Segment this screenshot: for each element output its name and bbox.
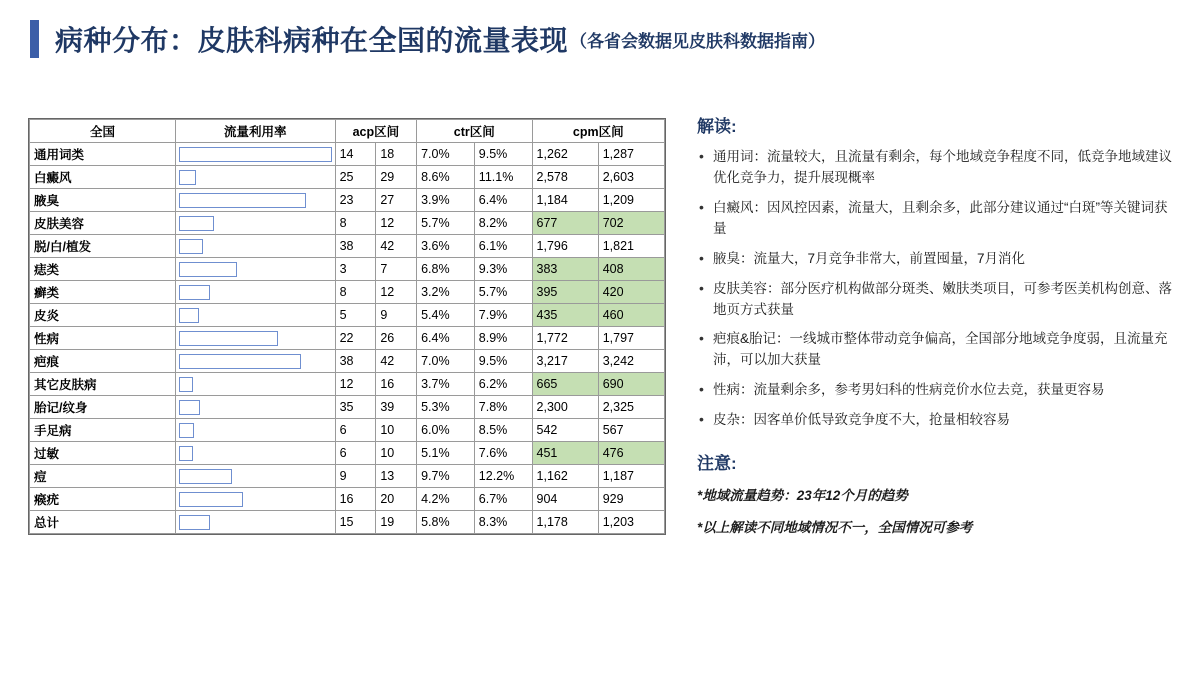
usage-bar-cell [176, 350, 336, 373]
interpretation-bullet: • 通用词：流量较大，且流量有剩余，每个地域竞争程度不同，低竞争地域建议优化竞争力，提升展现概率 [697, 147, 1175, 189]
acp-high-cell: 26 [376, 327, 417, 350]
usage-bar-cell [176, 442, 336, 465]
acp-high-cell: 27 [376, 189, 417, 212]
row-label: 手足病 [30, 419, 176, 442]
acp-low-cell: 3 [335, 258, 376, 281]
cpm-low-cell: 2,578 [532, 166, 598, 189]
acp-high-cell: 10 [376, 442, 417, 465]
acp-low-cell: 38 [335, 235, 376, 258]
usage-bar-cell [176, 488, 336, 511]
acp-high-cell: 7 [376, 258, 417, 281]
usage-bar [179, 239, 203, 254]
usage-bar [179, 308, 199, 323]
usage-bar-cell [176, 143, 336, 166]
usage-bar-cell [176, 258, 336, 281]
distribution-table [29, 119, 665, 534]
table-header [30, 120, 665, 143]
row-label: 疤痕 [30, 350, 176, 373]
cpm-low-cell: 2,300 [532, 396, 598, 419]
ctr-low-cell: 7.0% [417, 143, 475, 166]
ctr-low-cell: 5.4% [417, 304, 475, 327]
table-row [30, 281, 665, 304]
acp-high-cell: 42 [376, 350, 417, 373]
usage-bar-cell [176, 465, 336, 488]
distribution-table-container [28, 118, 666, 535]
ctr-low-cell: 4.2% [417, 488, 475, 511]
ctr-low-cell: 5.3% [417, 396, 475, 419]
acp-low-cell: 14 [335, 143, 376, 166]
interpretation-panel [697, 112, 1175, 548]
usage-bar-cell [176, 511, 336, 534]
usage-bar [179, 262, 237, 277]
usage-bar-cell [176, 373, 336, 396]
cpm-low-cell: 451 [532, 442, 598, 465]
ctr-high-cell: 6.2% [474, 373, 532, 396]
note-line: *以上解读不同地域情况不一，全国情况可参考 [697, 520, 973, 536]
table-body [30, 143, 665, 534]
ctr-high-cell: 6.7% [474, 488, 532, 511]
table-row [30, 488, 665, 511]
acp-low-cell: 25 [335, 166, 376, 189]
ctr-low-cell: 6.8% [417, 258, 475, 281]
table-row [30, 304, 665, 327]
acp-high-cell: 39 [376, 396, 417, 419]
cpm-high-cell: 1,209 [598, 189, 664, 212]
interpretation-bullet: • 腋臭：流量大，7月竞争非常大，前置囤量，7月消化 [697, 249, 1175, 270]
table-row [30, 396, 665, 419]
row-label: 脱/白/植发 [30, 235, 176, 258]
table-row [30, 235, 665, 258]
usage-bar [179, 469, 232, 484]
interpretation-bullet-list [697, 147, 1175, 431]
usage-bar [179, 170, 196, 185]
cpm-low-cell: 904 [532, 488, 598, 511]
cpm-high-cell: 3,242 [598, 350, 664, 373]
cpm-high-cell: 690 [598, 373, 664, 396]
usage-bar [179, 285, 210, 300]
table-row [30, 511, 665, 534]
ctr-high-cell: 7.9% [474, 304, 532, 327]
page-title: 病种分布：皮肤科病种在全国的流量表现 [55, 25, 569, 56]
table-row [30, 419, 665, 442]
ctr-high-cell: 12.2% [474, 465, 532, 488]
acp-low-cell: 23 [335, 189, 376, 212]
cpm-high-cell: 2,325 [598, 396, 664, 419]
ctr-low-cell: 7.0% [417, 350, 475, 373]
ctr-low-cell: 3.7% [417, 373, 475, 396]
acp-high-cell: 13 [376, 465, 417, 488]
usage-bar [179, 216, 214, 231]
cpm-high-cell: 929 [598, 488, 664, 511]
usage-bar [179, 492, 243, 507]
usage-bar-cell [176, 419, 336, 442]
usage-bar [179, 354, 301, 369]
interpretation-bullet: • 皮杂：因客单价低导致竞争度不大，抢量相较容易 [697, 410, 1175, 431]
acp-low-cell: 16 [335, 488, 376, 511]
row-label: 总计 [30, 511, 176, 534]
cpm-high-cell: 1,203 [598, 511, 664, 534]
row-label: 胎记/纹身 [30, 396, 176, 419]
acp-low-cell: 5 [335, 304, 376, 327]
ctr-high-cell: 11.1% [474, 166, 532, 189]
acp-low-cell: 6 [335, 442, 376, 465]
usage-bar-cell [176, 327, 336, 350]
cpm-low-cell: 1,262 [532, 143, 598, 166]
usage-bar [179, 423, 194, 438]
cpm-high-cell: 1,187 [598, 465, 664, 488]
acp-high-cell: 12 [376, 212, 417, 235]
acp-high-cell: 12 [376, 281, 417, 304]
cpm-low-cell: 3,217 [532, 350, 598, 373]
cpm-low-cell: 542 [532, 419, 598, 442]
cpm-high-cell: 702 [598, 212, 664, 235]
cpm-high-cell: 2,603 [598, 166, 664, 189]
ctr-high-cell: 8.3% [474, 511, 532, 534]
table-row [30, 189, 665, 212]
ctr-low-cell: 6.4% [417, 327, 475, 350]
usage-bar [179, 331, 278, 346]
usage-bar [179, 377, 193, 392]
table-header-row [30, 120, 665, 143]
note-line: *地域流量趋势：23年12个月的趋势 [697, 488, 908, 504]
ctr-high-cell: 7.8% [474, 396, 532, 419]
row-label: 瘊疣 [30, 488, 176, 511]
interpretation-bullet: • 性病：流量剩余多，参考男妇科的性病竞价水位去竞，获量更容易 [697, 380, 1175, 401]
acp-low-cell: 8 [335, 212, 376, 235]
row-label: 痣类 [30, 258, 176, 281]
cpm-high-cell: 567 [598, 419, 664, 442]
table-row [30, 442, 665, 465]
row-label: 其它皮肤病 [30, 373, 176, 396]
acp-low-cell: 9 [335, 465, 376, 488]
acp-low-cell: 8 [335, 281, 376, 304]
column-header-name: 全国 [30, 120, 176, 143]
ctr-high-cell: 6.1% [474, 235, 532, 258]
acp-low-cell: 35 [335, 396, 376, 419]
header-accent-bar [30, 20, 39, 58]
cpm-low-cell: 677 [532, 212, 598, 235]
acp-high-cell: 9 [376, 304, 417, 327]
cpm-low-cell: 1,162 [532, 465, 598, 488]
acp-low-cell: 15 [335, 511, 376, 534]
column-header-ctr: ctr区间 [417, 120, 532, 143]
cpm-high-cell: 460 [598, 304, 664, 327]
cpm-high-cell: 420 [598, 281, 664, 304]
acp-high-cell: 10 [376, 419, 417, 442]
cpm-low-cell: 383 [532, 258, 598, 281]
usage-bar-cell [176, 212, 336, 235]
cpm-high-cell: 1,797 [598, 327, 664, 350]
ctr-high-cell: 5.7% [474, 281, 532, 304]
note-list [697, 484, 1175, 536]
usage-bar [179, 446, 193, 461]
row-label: 癣类 [30, 281, 176, 304]
table-row [30, 258, 665, 281]
page-subtitle: （各省会数据见皮肤科数据指南） [570, 31, 826, 51]
ctr-high-cell: 8.9% [474, 327, 532, 350]
acp-low-cell: 6 [335, 419, 376, 442]
table-row [30, 212, 665, 235]
ctr-high-cell: 9.5% [474, 143, 532, 166]
interpretation-title: 解读: [697, 117, 737, 136]
interpretation-bullet: • 皮肤美容：部分医疗机构做部分斑类、嫩肤类项目，可参考医美机构创意、落地页方式获量 [697, 279, 1175, 321]
row-label: 过敏 [30, 442, 176, 465]
acp-high-cell: 42 [376, 235, 417, 258]
cpm-low-cell: 1,184 [532, 189, 598, 212]
acp-high-cell: 18 [376, 143, 417, 166]
cpm-low-cell: 1,772 [532, 327, 598, 350]
interpretation-bullet: • 白癜风：因风控因素，流量大，且剩余多，此部分建议通过“白斑”等关键词获量 [697, 198, 1175, 240]
acp-low-cell: 12 [335, 373, 376, 396]
cpm-low-cell: 395 [532, 281, 598, 304]
cpm-low-cell: 665 [532, 373, 598, 396]
usage-bar-cell [176, 189, 336, 212]
column-header-cpm: cpm区间 [532, 120, 664, 143]
row-label: 皮炎 [30, 304, 176, 327]
usage-bar [179, 147, 332, 162]
usage-bar-cell [176, 281, 336, 304]
acp-low-cell: 38 [335, 350, 376, 373]
acp-high-cell: 16 [376, 373, 417, 396]
cpm-high-cell: 1,821 [598, 235, 664, 258]
note-title: 注意: [697, 454, 737, 474]
cpm-low-cell: 1,178 [532, 511, 598, 534]
cpm-low-cell: 435 [532, 304, 598, 327]
ctr-high-cell: 8.2% [474, 212, 532, 235]
ctr-high-cell: 9.5% [474, 350, 532, 373]
cpm-high-cell: 1,287 [598, 143, 664, 166]
row-label: 皮肤美容 [30, 212, 176, 235]
ctr-low-cell: 8.6% [417, 166, 475, 189]
ctr-low-cell: 5.8% [417, 511, 475, 534]
usage-bar [179, 400, 200, 415]
table-row [30, 166, 665, 189]
usage-bar [179, 515, 210, 530]
table-row [30, 143, 665, 166]
row-label: 性病 [30, 327, 176, 350]
table-row [30, 327, 665, 350]
acp-high-cell: 20 [376, 488, 417, 511]
interpretation-bullet: • 疤痕&胎记：一线城市整体带动竞争偏高，全国部分地域竞争度弱，且流量充沛，可以加大获量 [697, 329, 1175, 371]
acp-high-cell: 19 [376, 511, 417, 534]
ctr-high-cell: 8.5% [474, 419, 532, 442]
ctr-low-cell: 3.6% [417, 235, 475, 258]
cpm-high-cell: 408 [598, 258, 664, 281]
ctr-low-cell: 9.7% [417, 465, 475, 488]
usage-bar-cell [176, 304, 336, 327]
ctr-low-cell: 6.0% [417, 419, 475, 442]
ctr-low-cell: 5.1% [417, 442, 475, 465]
row-label: 腋臭 [30, 189, 176, 212]
acp-low-cell: 22 [335, 327, 376, 350]
usage-bar-cell [176, 396, 336, 419]
ctr-high-cell: 7.6% [474, 442, 532, 465]
ctr-high-cell: 9.3% [474, 258, 532, 281]
usage-bar-cell [176, 235, 336, 258]
ctr-low-cell: 3.9% [417, 189, 475, 212]
row-label: 痘 [30, 465, 176, 488]
ctr-high-cell: 6.4% [474, 189, 532, 212]
acp-high-cell: 29 [376, 166, 417, 189]
cpm-high-cell: 476 [598, 442, 664, 465]
table-row [30, 373, 665, 396]
table-row [30, 350, 665, 373]
column-header-acp: acp区间 [335, 120, 416, 143]
usage-bar-cell [176, 166, 336, 189]
page-header [0, 0, 1200, 78]
cpm-low-cell: 1,796 [532, 235, 598, 258]
usage-bar [179, 193, 306, 208]
table-row [30, 465, 665, 488]
row-label: 白癜风 [30, 166, 176, 189]
column-header-usage: 流量利用率 [176, 120, 336, 143]
ctr-low-cell: 3.2% [417, 281, 475, 304]
row-label: 通用词类 [30, 143, 176, 166]
ctr-low-cell: 5.7% [417, 212, 475, 235]
